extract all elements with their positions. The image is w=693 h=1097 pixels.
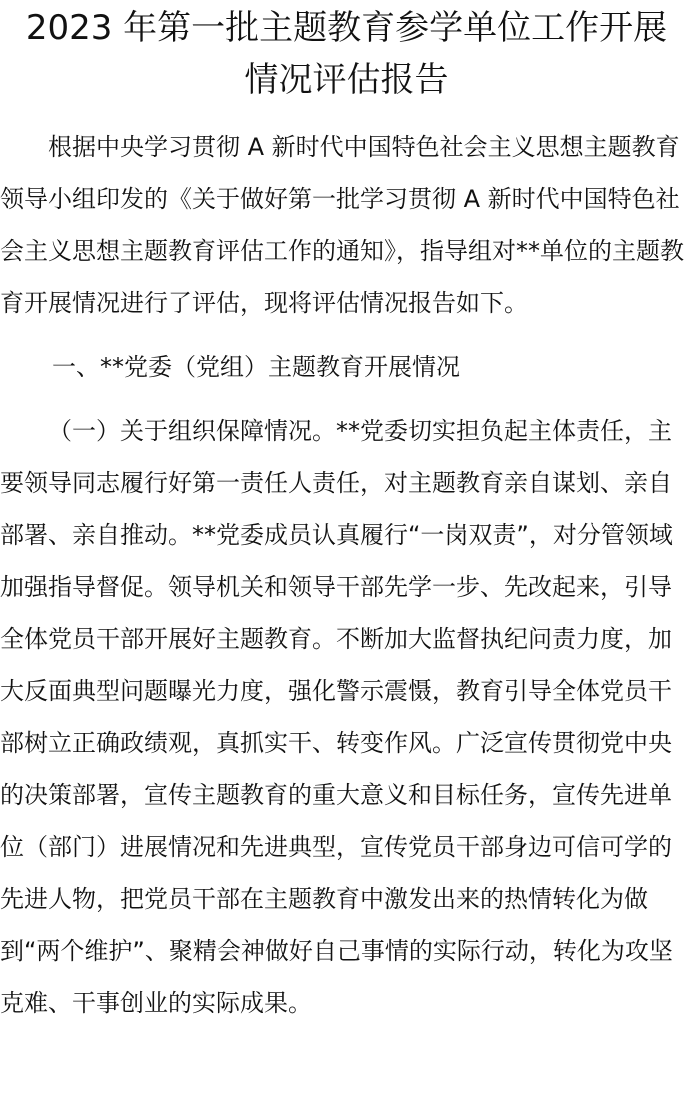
intro-paragraph: 根据中央学习贯彻 A 新时代中国特色社会主义思想主题教育领导小组印发的《关于做好第一批学习贯彻 A 新时代中国特色社会主义思想主题教育评估工作的通知》，指导组对**单位的主题教育开展情况进行了评估，现将评估情况报告如下。 <box>0 133 684 317</box>
section-paragraph: （一）关于组织保障情况。**党委切实担负起主体责任，主要领导同志履行好第一责任人责任，对主题教育亲自谋划、亲自部署、亲自推动。**党委成员认真履行“一岗双责”，对分管领域加强指导督促。领导机关和领导干部先学一步、先改起来，引导全体党员干部开展好主题教育。不断加大监督执纪问责力度，加大反面典型问题曝光力度，强化警示震慑，教育引导全体党员干部树立正确政绩观，真抓实干、转变作风。广泛宣传贯彻党中央的决策部署，宣传主题教育的重大意义和目标任务，宣传先进单位（部门）进展情况和先进典型，宣传党员干部身边可信可学的先进人物，把党员干部在主题教育中激发出来的热情转化为做到“两个维护”、聚精会神做好自己事情的实际行动，转化为攻坚克难、干事创业的实际成果。 <box>0 417 673 1017</box>
title-line-1: 2023 年第一批主题教育参学单位工作开展 <box>25 8 668 48</box>
section-heading: 一、**党委（党组）主题教育开展情况 <box>52 353 460 381</box>
document-title <box>0 0 693 106</box>
title-line-2: 情况评估报告 <box>244 60 449 100</box>
